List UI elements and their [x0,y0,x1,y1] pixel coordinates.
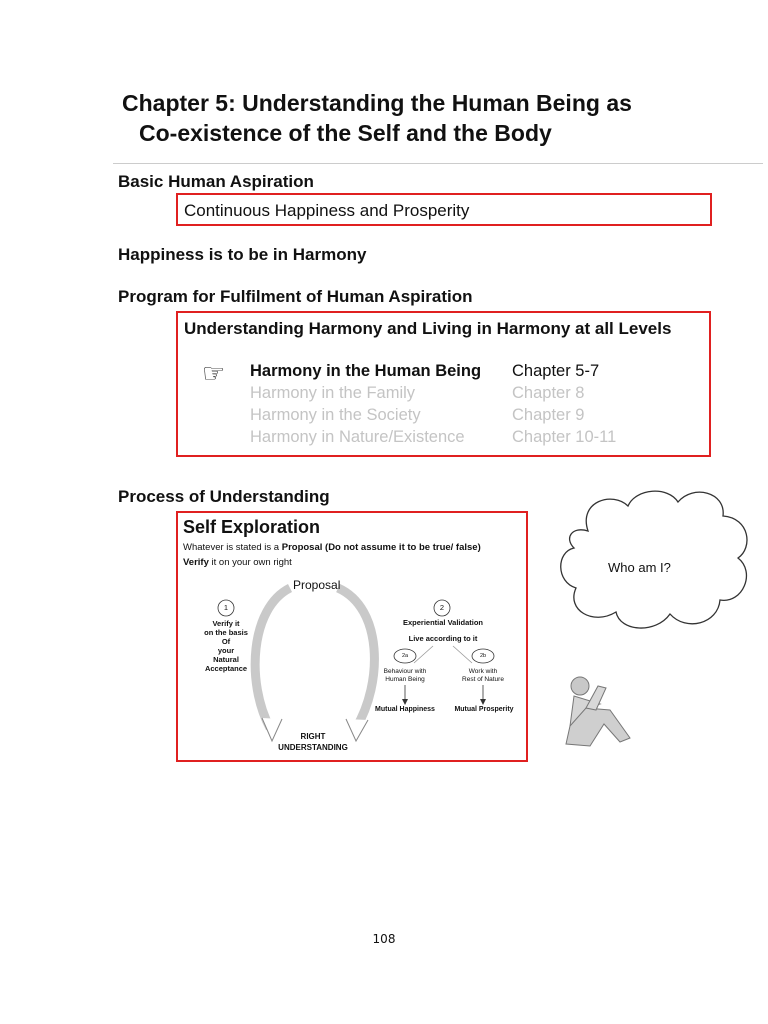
live-according-label: Live according to it [408,634,478,643]
step-1-number: 1 [223,603,229,612]
verify-bold: Verify [183,557,209,568]
process-heading: Process of Understanding [118,487,330,506]
program-item-society [250,406,585,425]
self-exploration-box [176,511,528,762]
program-item-label: Harmony in the Family [250,384,416,402]
node-2b-label: 2b [479,653,487,659]
aspiration-text: Continuous Happiness and Prosperity [184,201,470,220]
node-2a-label: 2a [401,653,409,659]
behaviour-line: Behaviour with [383,668,427,675]
step-1-text [186,619,266,673]
self-exploration-heading: Self Exploration [183,517,321,537]
step-1-line: Verify it [212,619,240,628]
mutual-prosperity-label: Mutual Prosperity [454,706,514,713]
title-line-1: Chapter 5: Understanding the Human Being as [122,90,632,116]
program-box [176,311,711,457]
program-item-chapter: Chapter 8 [512,384,585,402]
program-box-heading: Understanding Harmony and Living in Harmony at all Levels [184,319,672,338]
step-1-line: Acceptance [204,664,248,673]
right-label: RIGHT [300,732,326,741]
program-item-label: Harmony in the Society [250,406,421,424]
basic-aspiration-heading: Basic Human Aspiration [118,172,314,191]
program-item-label: Harmony in the Human Being [250,362,482,380]
step-2-number: 2 [439,603,445,612]
statement-bold: Proposal [281,542,323,553]
page-title [122,88,742,148]
statement-text: Whatever is stated is a [183,542,282,553]
mutual-happiness-label: Mutual Happiness [375,706,435,713]
program-item-label: Harmony in Nature/Existence [250,428,465,446]
step-2-title: Experiential Validation [402,618,484,627]
program-heading: Program for Fulfilment of Human Aspiration [118,287,473,306]
connector-2b [453,646,472,663]
slide-top-rule [113,163,763,164]
program-item-chapter: Chapter 10-11 [512,428,617,446]
step-1-line: your [217,646,235,655]
program-item-chapter: Chapter 9 [512,406,585,424]
title-line-2: Co-existence of the Self and the Body [139,120,552,146]
statement-bold-note: (Do not assume it to be true/ false) [322,542,481,553]
page-number: 108 [372,932,396,946]
step-1-line: Natural [213,655,239,664]
program-item-nature [250,428,617,447]
aspiration-box [176,193,712,226]
cloud-text: Who am I? [608,560,671,575]
understanding-label: UNDERSTANDING [278,743,348,752]
diagram-proposal-label: Proposal [293,578,341,592]
step-1-line: on the basis [204,628,248,637]
program-item-chapter: Chapter 5-7 [512,362,600,380]
verify-text: it on your own right [208,557,292,568]
program-item-family [250,384,585,403]
work-line: Work with [468,668,498,675]
behaviour-label [373,668,437,684]
happiness-heading: Happiness is to be in Harmony [118,245,367,264]
program-item-human-being [250,362,600,381]
work-label [451,668,515,684]
step-1-line: Of [221,637,231,646]
connector-2a [414,646,433,663]
pointing-hand-icon: ☞ [202,358,226,388]
behaviour-line: Human Being [385,676,425,683]
work-line: Rest of Nature [462,676,504,683]
thinking-figure-icon [560,674,640,754]
